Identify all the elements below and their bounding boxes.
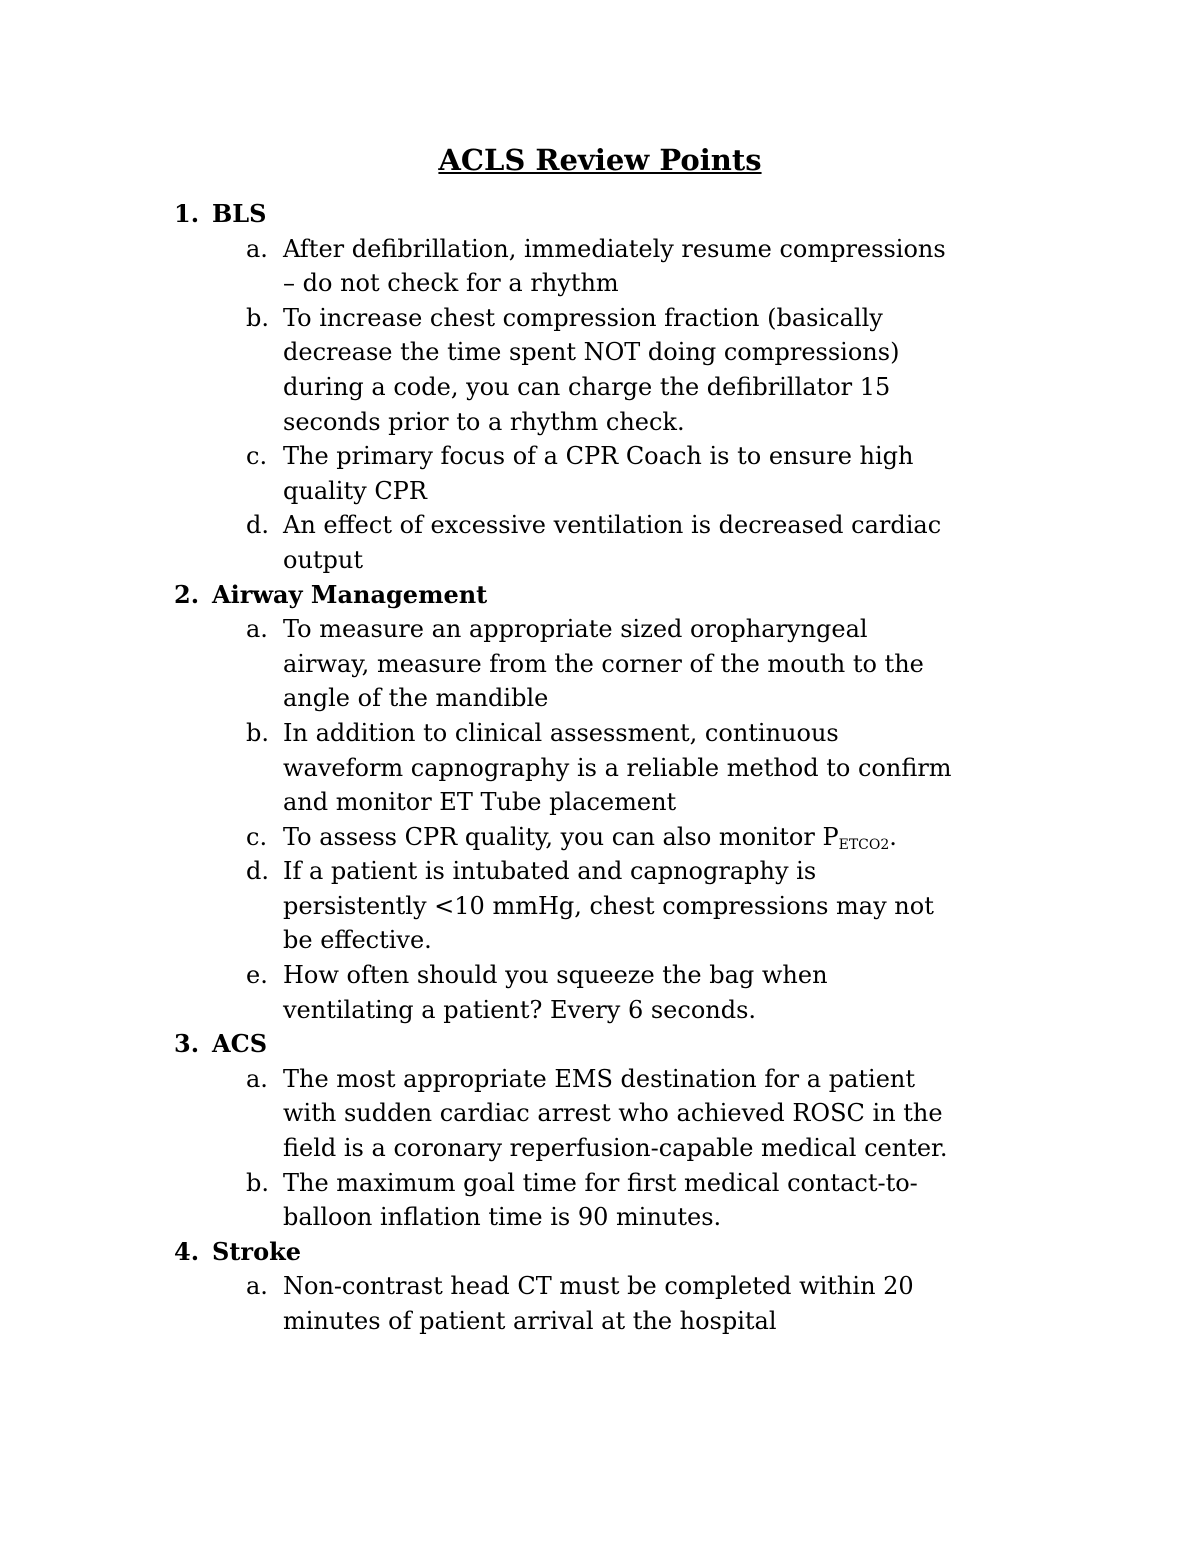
list-item	[174, 1166, 1074, 1235]
list-item	[174, 958, 1074, 1027]
list-item-line: angle of the mandible	[283, 684, 549, 713]
section-heading	[174, 197, 1074, 232]
list-item-line: In addition to clinical assessment, continuous	[283, 718, 839, 747]
section-heading-text: ACS	[212, 1029, 268, 1059]
section-number: 1.	[174, 199, 200, 228]
list-item-line: How often should you squeeze the bag when	[283, 961, 828, 990]
list-item-line: seconds prior to a rhythm check.	[283, 407, 685, 436]
list-item-letter: c.	[246, 822, 268, 851]
list-item-line: The primary focus of a CPR Coach is to ensure high	[283, 442, 914, 471]
subscript-text: ETCO2	[838, 836, 890, 853]
list-item-line: To measure an appropriate sized oropharyngeal	[283, 615, 868, 644]
list-item-line: airway, measure from the corner of the mouth to the	[283, 649, 924, 678]
list-item	[174, 612, 1074, 716]
list-item-line: field is a coronary reperfusion-capable medical center.	[283, 1134, 948, 1163]
list-item-letter: a.	[246, 615, 268, 644]
list-item-line: Non-contrast head CT must be completed within 20	[283, 1272, 914, 1301]
list-item-letter: b.	[246, 303, 269, 332]
list-item-line: The most appropriate EMS destination for a patient	[283, 1064, 916, 1093]
list-item-line: If a patient is intubated and capnography is	[283, 857, 817, 886]
review-outline	[174, 197, 1074, 1339]
list-item-line: An effect of excessive ventilation is decreased cardiac	[283, 511, 942, 540]
list-item	[174, 232, 1074, 301]
list-item-text: To assess CPR quality, you can also monitor P	[283, 822, 839, 851]
list-item	[174, 439, 1074, 508]
list-item-line: minutes of patient arrival at the hospital	[283, 1307, 777, 1335]
section-number: 4.	[174, 1236, 200, 1266]
list-item	[174, 1269, 1074, 1338]
list-item-letter: c.	[246, 442, 268, 471]
section-number: 3.	[174, 1029, 200, 1059]
list-item-line: balloon inflation time is 90 minutes.	[283, 1203, 722, 1232]
section-heading	[174, 1235, 1074, 1270]
list-item-letter: a.	[246, 1272, 268, 1301]
section-heading-text: Stroke	[212, 1236, 301, 1266]
list-item-line: and monitor ET Tube placement	[283, 788, 677, 817]
list-item-letter: a.	[246, 1064, 268, 1093]
list-item-line: ventilating a patient? Every 6 seconds.	[283, 995, 757, 1024]
document-title: ACLS Review Points	[438, 143, 762, 177]
list-item-line: output	[283, 545, 364, 574]
list-item	[174, 820, 1074, 855]
list-item	[174, 854, 1074, 958]
list-item-line: To increase chest compression fraction (basically	[283, 303, 883, 332]
list-item	[174, 301, 1074, 439]
list-item-line: After defibrillation, immediately resume compressions	[283, 234, 946, 263]
section-heading-text: BLS	[212, 199, 267, 228]
list-item-line: The maximum goal time for first medical contact-to-	[283, 1168, 918, 1197]
list-item-line: during a code, you can charge the defibrillator 15	[283, 372, 891, 401]
list-item-line: – do not check for a rhythm	[283, 269, 619, 298]
list-item-line: quality CPR	[283, 476, 427, 505]
list-item-line	[283, 820, 1074, 855]
list-item-line: with sudden cardiac arrest who achieved ROSC in the	[283, 1099, 943, 1128]
list-item-line: decrease the time spent NOT doing compressions)	[283, 338, 900, 367]
list-item-line: waveform capnography is a reliable method to confirm	[283, 753, 952, 782]
list-item	[174, 508, 1074, 577]
list-item-line: persistently <10 mmHg, chest compressions may not	[283, 891, 934, 920]
list-item-text: .	[889, 822, 897, 851]
section-heading	[174, 1027, 1074, 1062]
list-item-letter: b.	[246, 1168, 269, 1197]
list-item	[174, 716, 1074, 820]
list-item-letter: d.	[246, 511, 269, 540]
section-number: 2.	[174, 579, 200, 609]
list-item-line: be effective.	[283, 926, 432, 955]
list-item-letter: d.	[246, 857, 269, 886]
list-item-letter: b.	[246, 718, 269, 747]
list-item-letter: a.	[246, 234, 268, 263]
section-heading-text: Airway Management	[212, 579, 488, 609]
list-item	[174, 1062, 1074, 1166]
list-item-letter: e.	[246, 961, 268, 990]
section-heading	[174, 578, 1074, 613]
